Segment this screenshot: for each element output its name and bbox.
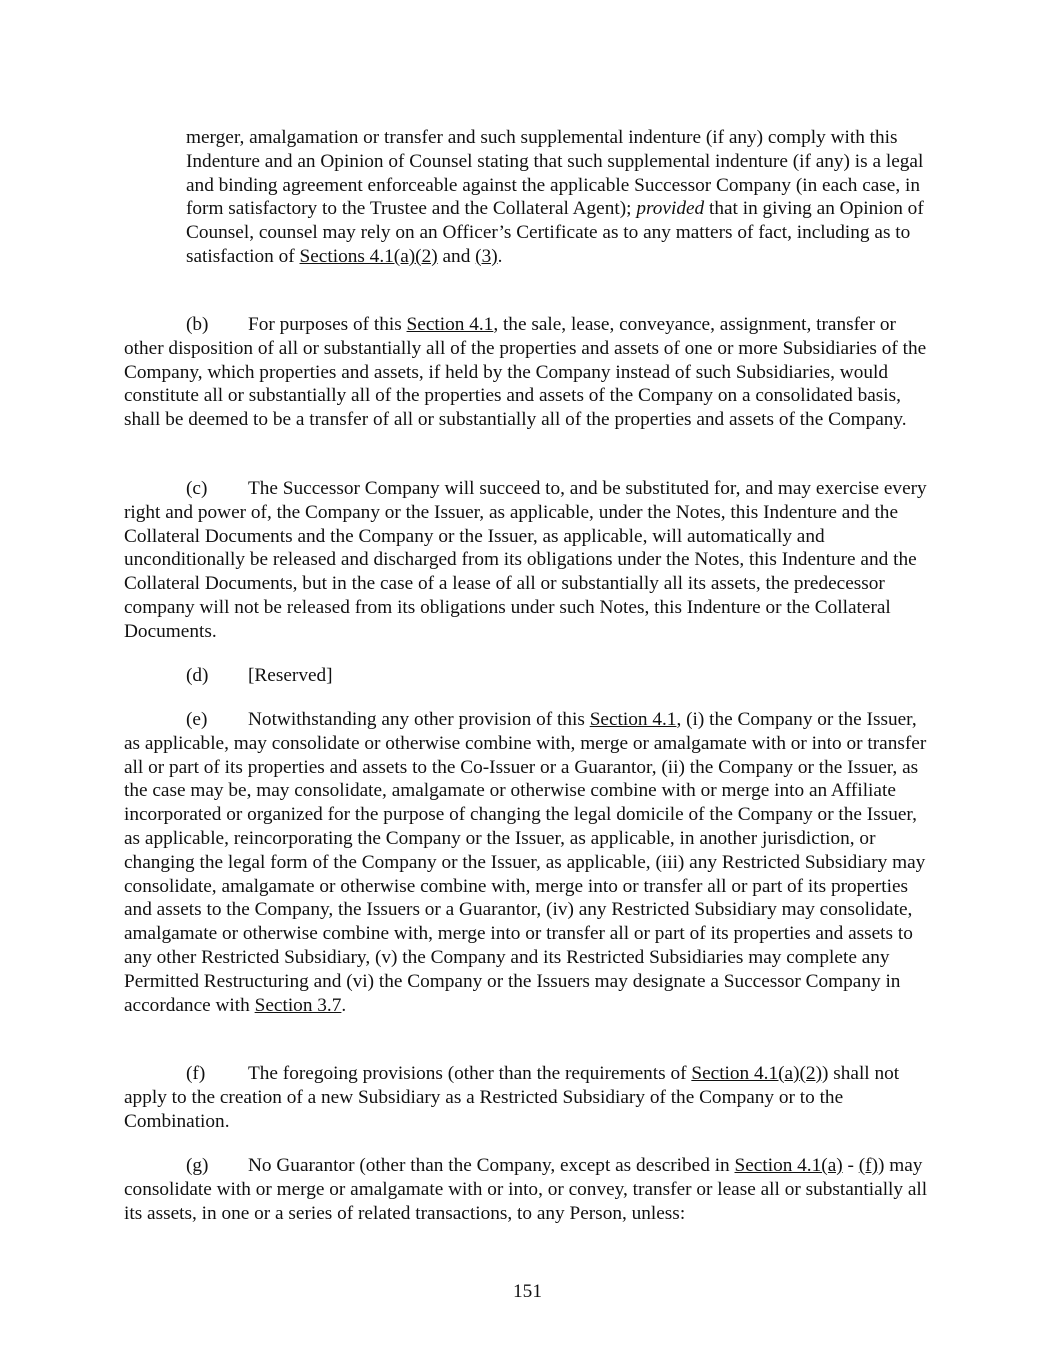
- paragraph-g: [124, 1154, 930, 1225]
- emphasis-provided: provided: [636, 198, 705, 220]
- section-reference-link[interactable]: Sections 4.1(a)(2): [299, 245, 438, 267]
- text-run: , (i) the Company or the Issuer, as applicable, may consolidate or otherwise combine with, merge or amalgamate with or into or transfer all or part of its properties and assets to the Co-Issuer or a Guarantor, (ii) the Company or the Issuer, as the case may be, may consolidate, amalgamate or otherwise combine with or merge into an Affiliate incorporated or organized for the purpose of changing the legal domicile of the Company or the Issuer, as applicable, reincorporating the Company or the Issuer, as applicable, in another jurisdiction, or changing the legal form of the Company or the Issuer, as applicable, (iii) any Restricted Subsidiary may consolidate, amalgamate or otherwise combine with, merge into or transfer all or part of its properties and assets to the Company, the Issuers or a Guarantor, (iv) any Restricted Subsidiary may consolidate, amalgamate or otherwise combine with, merge into or transfer all or part of its properties and assets to any other Restricted Subsidiary, (v) the Company and its Restricted Subsidiaries may complete any Permitted Restructuring and (vi) the Company or the Issuers may designate a Successor Company in accordance with: [124, 709, 927, 1016]
- text-run: .: [341, 994, 347, 1016]
- section-reference-link[interactable]: Section 3.7: [254, 994, 342, 1016]
- section-reference-link[interactable]: Section 4.1: [406, 314, 494, 335]
- paragraph-label: (d): [186, 665, 209, 686]
- text-run: , the sale, lease, conveyance, assignment, transfer or other disposition of all or substantially all of the properties and assets of one or more Subsidiaries of the Company, which properties and assets, if held by the Company instead of such Subsidiaries, would constitute all or substantially all of the properties and assets of the Company on a consolidated basis, shall be deemed to be a transfer of all or substantially all of the properties and assets of the Company.: [124, 314, 927, 431]
- text-run: ) shall not apply to the creation of a new Subsidiary as a Restricted Subsidiary of the Company or to the Combination.: [124, 1063, 900, 1132]
- section-reference-link[interactable]: Section 4.1(a)(2): [691, 1063, 822, 1084]
- paragraph-label: (e): [186, 709, 208, 730]
- paragraph-label: (f): [186, 1063, 206, 1084]
- section-reference-link[interactable]: (f): [858, 1155, 878, 1176]
- section-reference-link[interactable]: Section 4.1(a): [734, 1155, 843, 1176]
- text-run: -: [842, 1155, 859, 1176]
- text-run: The foregoing provisions (other than the requirements of: [248, 1063, 692, 1084]
- paragraph-f: [124, 1062, 930, 1133]
- section-reference-link[interactable]: (3): [475, 245, 498, 267]
- page-number: 151: [513, 1281, 542, 1302]
- paragraph-b: [124, 313, 930, 432]
- text-run: For purposes of this: [248, 314, 407, 335]
- section-reference-link[interactable]: Section 4.1: [589, 709, 677, 730]
- paragraph-label: (b): [186, 314, 209, 335]
- text-run: that in giving an Opinion of Counsel, counsel may rely on an Officer’s Certificate as to any matters of fact, including as to satisfaction of: [186, 198, 924, 267]
- text-run: [Reserved]: [248, 665, 333, 686]
- text-run: Notwithstanding any other provision of this: [248, 709, 590, 730]
- text-run: The Successor Company will succeed to, and be substituted for, and may exercise every right and power of, the Company or the Issuer, as applicable, under the Notes, this Indenture and the Collateral Documents and the Company or the Issuer, as applicable, will automatically and unconditionally be released and discharged from its obligations under the Notes, this Indenture and the Collateral Documents, but in the case of a lease of all or substantially all its assets, the predecessor company will not be released from its obligations under such Notes, this Indenture or the Collateral Documents.: [124, 478, 927, 642]
- text-run: merger, amalgamation or transfer and such supplemental indenture (if any) comply with this Indenture and an Opinion of Counsel stating that such supplemental indenture (if any) is a legal and binding agreement enforceable against the applicable Successor Company (in each case, in form satisfactory to the Trustee and the Collateral Agent);: [186, 127, 924, 220]
- text-run: and: [437, 245, 476, 267]
- text-run: No Guarantor (other than the Company, except as described in: [248, 1155, 735, 1176]
- text-run: ) may consolidate with or merge or amalgamate with or into, or convey, transfer or lease all or substantially all its assets, in one or a series of related transactions, to any Person, unless:: [124, 1155, 928, 1224]
- text-run: .: [497, 245, 503, 267]
- paragraph-a-continuation: [186, 126, 930, 269]
- paragraph-c: [124, 477, 930, 644]
- paragraph-label: (c): [186, 478, 208, 499]
- paragraph-label: (g): [186, 1155, 209, 1176]
- paragraph-e: [124, 708, 930, 1017]
- paragraph-d: [124, 664, 930, 688]
